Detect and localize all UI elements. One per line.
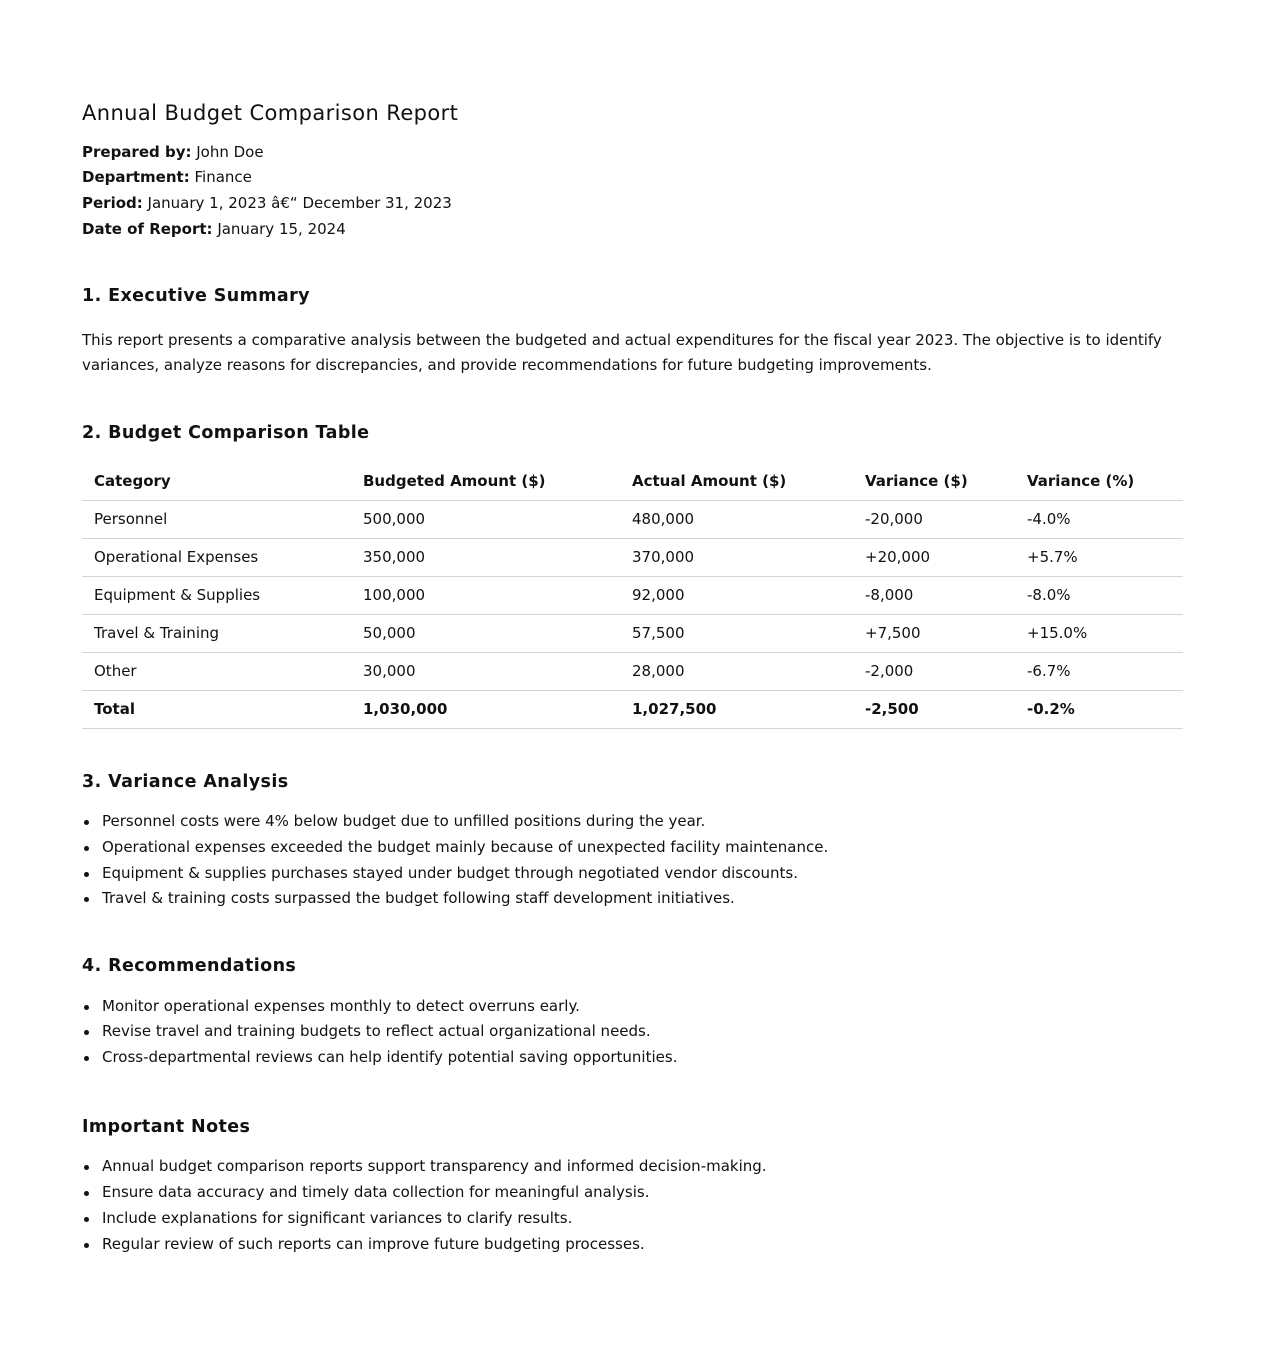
meta-label: Department: bbox=[82, 168, 190, 187]
table-cell: Equipment & Supplies bbox=[82, 576, 351, 614]
table-row bbox=[82, 500, 1183, 538]
table-cell: Personnel bbox=[82, 500, 351, 538]
recommendations-section bbox=[82, 953, 1183, 1071]
table-row bbox=[82, 576, 1183, 614]
section-heading: 1. Executive Summary bbox=[82, 286, 310, 307]
list-item: Travel & training costs surpassed the budget following staff development initiatives. bbox=[102, 886, 1183, 912]
table-cell: 57,500 bbox=[620, 614, 853, 652]
list-item: Equipment & supplies purchases stayed under budget through negotiated vendor discounts. bbox=[102, 861, 1183, 887]
important-notes-section bbox=[82, 1114, 1183, 1257]
meta-label: Date of Report: bbox=[82, 219, 213, 238]
summary-paragraph: This report presents a comparative analysis between the budgeted and actual expenditures for the fiscal year 2023. The objective is to identify variances, analyze reasons for discrepancies, and provide recommendations for future budgeting improvements. bbox=[82, 330, 1162, 374]
column-header: Variance ($) bbox=[853, 463, 1015, 501]
table-row bbox=[82, 652, 1183, 690]
executive-summary-section bbox=[82, 283, 1183, 377]
section-heading: 2. Budget Comparison Table bbox=[82, 422, 370, 443]
table-cell: 92,000 bbox=[620, 576, 853, 614]
table-cell: Other bbox=[82, 652, 351, 690]
table-cell: +20,000 bbox=[853, 538, 1015, 576]
meta-date bbox=[82, 217, 1183, 243]
budget-comparison-table bbox=[82, 463, 1183, 729]
list-item: Personnel costs were 4% below budget due to unfilled positions during the year. bbox=[102, 809, 1183, 835]
table-cell: 350,000 bbox=[351, 538, 620, 576]
table-cell: 480,000 bbox=[620, 500, 853, 538]
meta-prepared-by bbox=[82, 140, 1183, 166]
meta-value: January 15, 2024 bbox=[217, 219, 346, 238]
list-item: Ensure data accuracy and timely data collection for meaningful analysis. bbox=[102, 1180, 1183, 1206]
meta-label: Prepared by: bbox=[82, 142, 192, 161]
table-cell: 30,000 bbox=[351, 652, 620, 690]
section-heading: Important Notes bbox=[82, 1116, 251, 1137]
table-cell: 50,000 bbox=[351, 614, 620, 652]
meta-value: January 1, 2023 â€“ December 31, 2023 bbox=[147, 193, 452, 212]
column-header: Budgeted Amount ($) bbox=[351, 463, 620, 501]
section-heading: 4. Recommendations bbox=[82, 956, 297, 977]
table-cell: +15.0% bbox=[1015, 614, 1183, 652]
report-meta bbox=[82, 140, 1183, 243]
table-cell: -4.0% bbox=[1015, 500, 1183, 538]
column-header: Category bbox=[82, 463, 351, 501]
table-cell: 1,030,000 bbox=[351, 690, 620, 728]
column-header: Variance (%) bbox=[1015, 463, 1183, 501]
list-item: Monitor operational expenses monthly to detect overruns early. bbox=[102, 994, 1183, 1020]
variance-list bbox=[82, 809, 1183, 912]
table-cell: 1,027,500 bbox=[620, 690, 853, 728]
list-item: Cross-departmental reviews can help identify potential saving opportunities. bbox=[102, 1045, 1183, 1071]
meta-department bbox=[82, 165, 1183, 191]
budget-table-section bbox=[82, 420, 1183, 729]
list-item: Annual budget comparison reports support transparency and informed decision-making. bbox=[102, 1154, 1183, 1180]
table-cell: Total bbox=[82, 690, 351, 728]
table-cell: 370,000 bbox=[620, 538, 853, 576]
table-cell: 500,000 bbox=[351, 500, 620, 538]
table-row bbox=[82, 538, 1183, 576]
table-cell: -6.7% bbox=[1015, 652, 1183, 690]
table-cell: Operational Expenses bbox=[82, 538, 351, 576]
table-cell: -2,000 bbox=[853, 652, 1015, 690]
meta-value: John Doe bbox=[196, 142, 264, 161]
table-row bbox=[82, 614, 1183, 652]
report-title: Annual Budget Comparison Report bbox=[82, 101, 459, 125]
column-header: Actual Amount ($) bbox=[620, 463, 853, 501]
table-cell: 100,000 bbox=[351, 576, 620, 614]
table-cell: -8.0% bbox=[1015, 576, 1183, 614]
list-item: Include explanations for significant variances to clarify results. bbox=[102, 1206, 1183, 1232]
section-heading: 3. Variance Analysis bbox=[82, 771, 289, 792]
list-item: Revise travel and training budgets to reflect actual organizational needs. bbox=[102, 1019, 1183, 1045]
table-cell: +5.7% bbox=[1015, 538, 1183, 576]
table-cell: 28,000 bbox=[620, 652, 853, 690]
list-item: Operational expenses exceeded the budget mainly because of unexpected facility maintenance. bbox=[102, 835, 1183, 861]
table-cell: -0.2% bbox=[1015, 690, 1183, 728]
table-cell: -8,000 bbox=[853, 576, 1015, 614]
recommendations-list bbox=[82, 994, 1183, 1071]
list-item: Regular review of such reports can improve future budgeting processes. bbox=[102, 1232, 1183, 1258]
table-total-row bbox=[82, 690, 1183, 728]
table-cell: -2,500 bbox=[853, 690, 1015, 728]
meta-value: Finance bbox=[194, 168, 252, 187]
table-header-row bbox=[82, 463, 1183, 501]
meta-label: Period: bbox=[82, 193, 143, 212]
table-cell: Travel & Training bbox=[82, 614, 351, 652]
table-cell: +7,500 bbox=[853, 614, 1015, 652]
variance-analysis-section bbox=[82, 769, 1183, 912]
table-cell: -20,000 bbox=[853, 500, 1015, 538]
meta-period bbox=[82, 191, 1183, 217]
notes-list bbox=[82, 1154, 1183, 1257]
